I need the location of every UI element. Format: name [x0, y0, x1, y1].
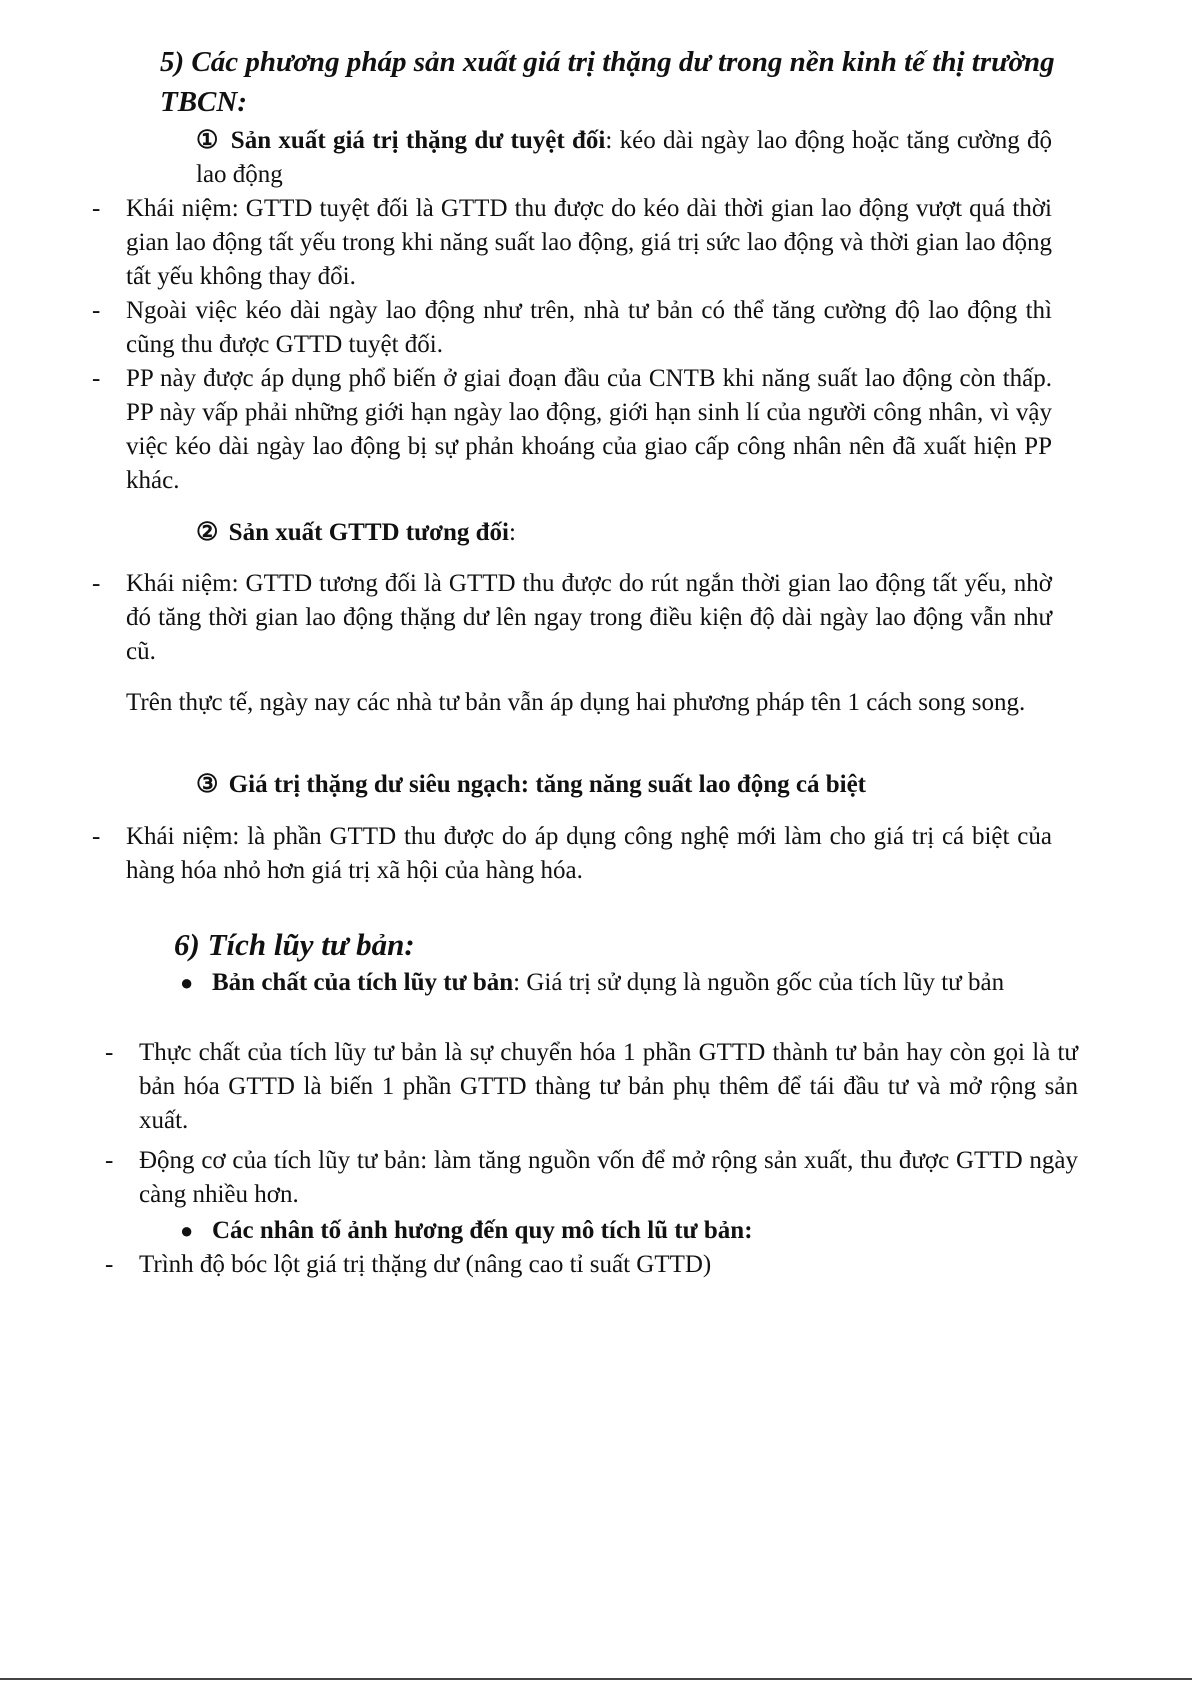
subsection-1-description: : kéo dài ngày lao động hoặc tăng cường độ lao động [196, 127, 1053, 188]
list-item [92, 192, 1052, 294]
note-paragraph: Trên thực tế, ngày nay các nhà tư bản vẫn áp dụng hai phương pháp tên 1 cách song song. [126, 689, 1026, 716]
bullet-marker: ● [180, 1218, 194, 1243]
list-item [105, 1144, 1078, 1212]
bullet-marker: ● [180, 970, 194, 995]
bullet-1-description: : Giá trị sử dụng là nguồn gốc của tích lũy tư bản [513, 969, 1005, 996]
dash-marker: - [92, 570, 101, 597]
dash-marker: - [92, 823, 101, 850]
list-item-text: Khái niệm: GTTD tuyệt đối là GTTD thu được do kéo dài thời gian lao động vượt quá thời gian lao động tất yếu trong khi năng suất lao động, giá trị sức lao động và thời gian lao động tất yếu không thay đổi. [126, 195, 1052, 290]
list-item [92, 362, 1052, 498]
list-item-text: Thực chất của tích lũy tư bản là sự chuyển hóa 1 phần GTTD thành tư bản hay còn gọi là tư bản hóa GTTD là biến 1 phần GTTD thàng tư bản phụ thêm để tái đầu tư và mở rộng sản xuất. [139, 1039, 1078, 1134]
list-item-text: PP này được áp dụng phổ biến ở giai đoạn đầu của CNTB khi năng suất lao động còn thấp. PP này vấp phải những giới hạn ngày lao động, giới hạn sinh lí của người công nhân, vì vậy việc kéo dài ngày lao động bị sự phản khoáng của giao cấp công nhân nên đã xuất hiện PP khác. [126, 365, 1052, 494]
list-item-text: Khái niệm: là phần GTTD thu được do áp dụng công nghệ mới làm cho giá trị cá biệt của hàng hóa nhỏ hơn giá trị xã hội của hàng hóa. [126, 823, 1052, 884]
list-item [105, 1036, 1078, 1138]
subsection-2-heading: Sản xuất GTTD tương đối [228, 519, 509, 546]
list-item [105, 1248, 1078, 1282]
dash-marker: - [92, 365, 101, 392]
subsection-relative-surplus-value [196, 516, 1052, 550]
subsection-2-description: : [508, 519, 516, 546]
page-bottom-rule [0, 1678, 1192, 1680]
bullet-essence-of-accumulation [180, 966, 1078, 1000]
subsection-super-surplus-value [196, 768, 1052, 802]
bullet-2-heading: Các nhân tố ảnh hương đến quy mô tích lũ tư bản: [212, 1217, 753, 1244]
list-item-text: Ngoài việc kéo dài ngày lao động như trên, nhà tư bản có thể tăng cường độ lao động thì cũng thu được GTTD tuyệt đối. [126, 297, 1052, 358]
bullet-1-heading: Bản chất của tích lũy tư bản [212, 969, 514, 996]
circled-one-marker: ① [196, 127, 220, 154]
subsection-3-heading: Giá trị thặng dư siêu ngạch: tăng năng suất lao động cá biệt [228, 771, 866, 798]
subsection-1-heading: Sản xuất giá trị thặng dư tuyệt đối [230, 127, 606, 154]
dash-marker: - [105, 1147, 114, 1174]
dash-marker: - [105, 1251, 114, 1278]
list-item [92, 294, 1052, 362]
dash-marker: - [92, 195, 101, 222]
dash-marker: - [92, 297, 101, 324]
list-item-text: Trình độ bóc lột giá trị thặng dư (nâng cao tỉ suất GTTD) [139, 1251, 712, 1278]
section-5-title: 5) Các phương pháp sản xuất giá trị thặng dư trong nền kinh tế thị trường TBCN: [160, 46, 1055, 118]
circled-two-marker: ② [196, 519, 219, 546]
bullet-accumulation-factors [180, 1214, 1078, 1248]
list-item [92, 567, 1052, 669]
list-item-text: Khái niệm: GTTD tương đối là GTTD thu được do rút ngắn thời gian lao động tất yếu, nhờ đó tăng thời gian lao động thặng dư lên ngay trong điều kiện độ dài ngày lao động vẫn như cũ. [126, 570, 1052, 665]
list-item-text: Động cơ của tích lũy tư bản: làm tăng nguồn vốn để mở rộng sản xuất, thu được GTTD ngày càng nhiều hơn. [139, 1147, 1078, 1208]
list-item [92, 820, 1052, 888]
subsection-absolute-surplus-value [196, 124, 1052, 192]
dash-marker: - [105, 1039, 114, 1066]
circled-three-marker: ③ [196, 771, 219, 798]
section-6-title: 6) Tích lũy tư bản: [174, 927, 415, 962]
